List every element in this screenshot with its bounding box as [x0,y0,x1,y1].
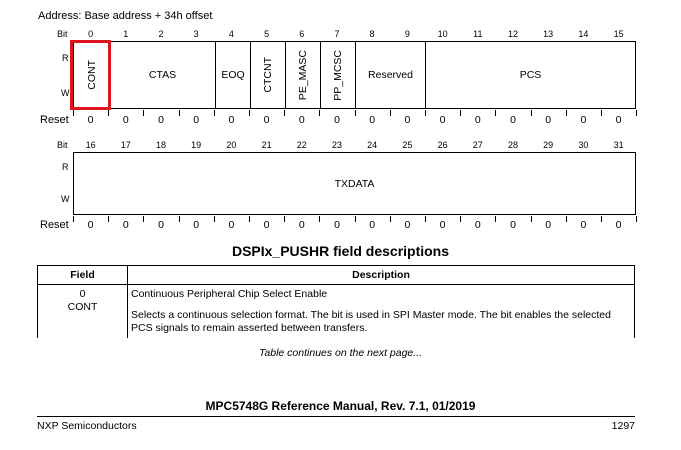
bit-number: 5 [264,29,270,39]
bit-number: 3 [193,29,199,39]
reset-value: 0 [615,219,622,231]
reset-value: 0 [193,114,200,126]
reset-divider-tick [179,216,180,222]
reset-divider-tick [143,216,144,222]
bit-number: 28 [507,140,518,150]
table-continued-note: Table continues on the next page... [258,347,423,359]
reset-divider-tick [143,110,144,116]
field-ctas: CTAS [109,42,215,108]
field-txdata: TXDATA [334,177,375,190]
reset-divider-tick [425,216,426,222]
bit-number: 18 [155,140,166,150]
reset-value: 0 [263,114,270,126]
reset-value: 0 [580,114,587,126]
field-cell [38,285,128,339]
reset-divider-tick [284,110,285,116]
reset-divider-tick [531,216,532,222]
reset-value: 0 [439,114,446,126]
reset-value: 0 [439,219,446,231]
bit-number: 11 [473,29,483,39]
footer-page-number: 1297 [611,420,635,432]
description-title: Continuous Peripheral Chip Select Enable [131,288,328,300]
register-bottom-fields [73,152,636,215]
footer-company: NXP Semiconductors [37,420,137,432]
reset-value: 0 [474,114,481,126]
header-description: Description [128,266,635,285]
bit-number: 4 [228,29,234,39]
bit-number: 10 [437,29,448,39]
bit-number: 31 [613,140,624,150]
bit-number: 0 [88,29,94,39]
bit-number: 17 [120,140,131,150]
bit-number: 6 [299,29,305,39]
bit-number: 8 [369,29,375,39]
reset-value: 0 [298,219,305,231]
reset-divider-tick [566,216,567,222]
reset-value: 0 [87,114,94,126]
reset-divider-tick [73,216,74,222]
reset-divider-tick [636,216,637,222]
reset-value: 0 [545,114,552,126]
reset-divider-tick [214,216,215,222]
bit-row-label-bottom: Bit [57,140,68,150]
description-cell [128,285,635,339]
reset-divider-tick [355,216,356,222]
reset-value: 0 [404,114,411,126]
field-eoq: EOQ [215,42,250,108]
footer-divider [37,416,635,417]
reset-value: 0 [193,219,200,231]
reset-divider-tick [284,216,285,222]
bit-row-label: Bit [57,29,68,39]
reset-divider-tick [495,216,496,222]
bit-number: 16 [85,140,96,150]
w-row-label: W [61,88,70,98]
reset-divider-tick [531,110,532,116]
bit-number: 24 [367,140,378,150]
reset-divider-tick [390,216,391,222]
field-reserved: Reserved [355,42,425,108]
bit-number: 12 [507,29,518,39]
reset-value: 0 [334,114,340,126]
reset-value: 0 [580,219,587,231]
reset-value: 0 [404,219,411,231]
bit-number: 15 [613,29,624,39]
reset-value: 0 [298,114,305,126]
reset-value: 0 [87,219,94,231]
reset-value: 0 [510,114,516,126]
reset-value: 0 [369,219,376,231]
bit-number: 14 [578,29,589,39]
bit-number: 23 [331,140,342,150]
reset-value: 0 [158,114,164,126]
reset-divider-tick [319,110,320,116]
header-field: Field [38,266,128,285]
reset-label-top: Reset [40,114,69,126]
reset-divider-tick [460,216,461,222]
reset-value: 0 [369,114,376,126]
reset-divider-tick [355,110,356,116]
field-name: CONT [67,301,98,313]
bit-number: 19 [191,140,202,150]
reset-value: 0 [228,219,235,231]
reset-divider-tick [460,110,461,116]
reset-divider-tick [319,216,320,222]
reset-value: 0 [334,219,340,231]
table-title: DSPIx_PUSHR field descriptions [231,243,450,259]
reset-divider-tick [179,110,180,116]
bit-number: 25 [402,140,413,150]
field-pe-masc: PE_MASC [285,42,320,108]
reset-divider-tick [73,110,74,116]
reset-divider-tick [108,216,109,222]
reset-divider-tick [601,216,602,222]
reset-value: 0 [474,219,481,231]
reset-value: 0 [510,219,516,231]
bit-number: 22 [296,140,307,150]
reset-divider-tick [214,110,215,116]
field-pcs: PCS [425,42,635,108]
table-row [38,285,635,339]
bit-number: 1 [123,29,129,39]
reset-divider-tick [249,110,250,116]
field-description-table [37,265,635,338]
field-ctcnt: CTCNT [250,42,285,108]
bit-number: 7 [334,29,340,39]
reset-value: 0 [263,219,270,231]
footer-title: MPC5748G Reference Manual, Rev. 7.1, 01/2019 [205,399,476,413]
cont-highlight-box [70,40,111,110]
field-bit: 0 [79,288,86,300]
reset-value: 0 [158,219,164,231]
bit-number: 21 [261,140,272,150]
bit-number: 30 [578,140,589,150]
w-row-label-bottom: W [61,194,70,204]
r-row-label: R [62,53,69,63]
field-cont: CONT [85,60,98,90]
reset-divider-tick [425,110,426,116]
reset-value: 0 [228,114,235,126]
field-pp-mcsc: PP_MCSC [320,42,355,108]
reset-divider-tick [601,110,602,116]
reset-value: 0 [122,114,129,126]
reset-divider-tick [390,110,391,116]
bit-number: 26 [437,140,448,150]
bit-number: 29 [543,140,554,150]
register-top-fields [73,41,636,109]
reset-divider-tick [108,110,109,116]
reset-value: 0 [615,114,622,126]
reset-value: 0 [122,219,129,231]
r-row-label-bottom: R [62,162,69,172]
reset-divider-tick [636,110,637,116]
bit-number: 13 [543,29,554,39]
bit-number: 20 [226,140,237,150]
reset-label-bottom: Reset [40,219,69,231]
reset-value: 0 [545,219,552,231]
description-body: Selects a continuous selection format. The bit is used in SPI Master mode. The bit enables the selected PCS signals to remain asserted between transfers. [131,309,611,334]
reset-divider-tick [495,110,496,116]
bit-number: 9 [404,29,410,39]
reset-divider-tick [566,110,567,116]
address-label: Address: Base address + 34h offset [38,10,213,22]
bit-number: 2 [158,29,164,39]
bit-number: 27 [472,140,483,150]
reset-divider-tick [249,216,250,222]
